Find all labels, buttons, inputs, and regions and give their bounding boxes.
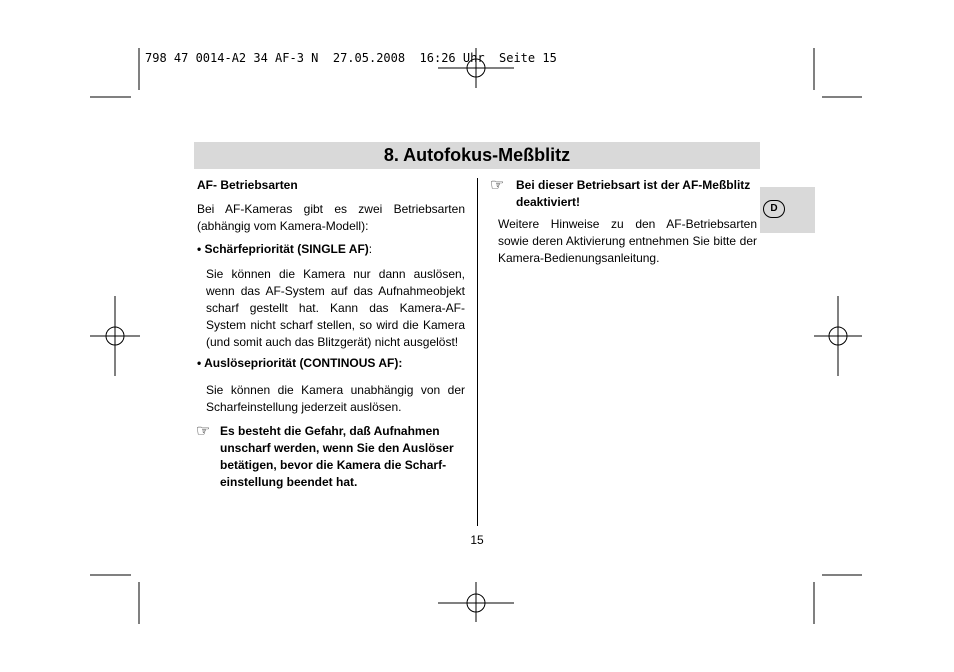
intro-text: Bei AF-Kameras gibt es zwei Betriebsarten (abhängig vom Kamera-Modell):: [197, 202, 465, 233]
section-title: 8. Autofokus-Meßblitz: [383, 145, 571, 165]
section-title-bar: [194, 142, 760, 169]
note-text: Bei dieser Betriebsart ist der AF-Meßblitz deaktiviert!: [516, 178, 751, 209]
single-af-text: Sie können die Kamera nur dann auslösen, wenn das AF-System auf das Aufnahmeobjekt scharf gestellt hat. Kann das Kamera-AF-System nicht scharf stellen, so wird die Kamera (und somit auch das Blitzgerät) nicht ausgelöst!: [206, 267, 465, 349]
print-slug: 798 47 0014-A2 34 AF-3 N 27.05.2008 16:26 Uhr Seite 15: [145, 51, 557, 65]
column-divider: [477, 178, 478, 526]
bullet-continous-af: • Auslösepriorität (CONTINOUS AF):: [197, 356, 403, 370]
bullet-single-af: [197, 241, 465, 258]
pointing-hand-icon: ☞: [490, 177, 505, 194]
pointing-hand-icon: ☞: [196, 423, 211, 440]
page-number: 15: [470, 533, 484, 547]
further-info-text: Weitere Hinweise zu den AF-Betriebsarten sowie deren Aktivierung entnehmen Sie bitte der Kamera-Bedienungsanleitung.: [498, 217, 757, 265]
bullet-single-af-suffix: :: [368, 242, 373, 256]
af-modes-heading: AF- Betriebsarten: [197, 178, 298, 192]
registration-target: [90, 296, 140, 376]
warning-text: Es besteht die Gefahr, daß Aufnahmen unscharf werden, wenn Sie den Auslöser betätigen, bevor die Kamera die Scharf-einstellung beendet hat.: [220, 424, 454, 489]
continous-af-text: Sie können die Kamera unabhängig von der Scharfeinstellung jederzeit auslösen.: [206, 383, 465, 414]
registration-target: [438, 582, 514, 622]
language-tab: [760, 187, 815, 233]
language-badge: D: [763, 200, 785, 218]
registration-target: [814, 296, 862, 376]
bullet-single-af-label: • Schärfepriorität (SINGLE AF): [197, 242, 369, 256]
